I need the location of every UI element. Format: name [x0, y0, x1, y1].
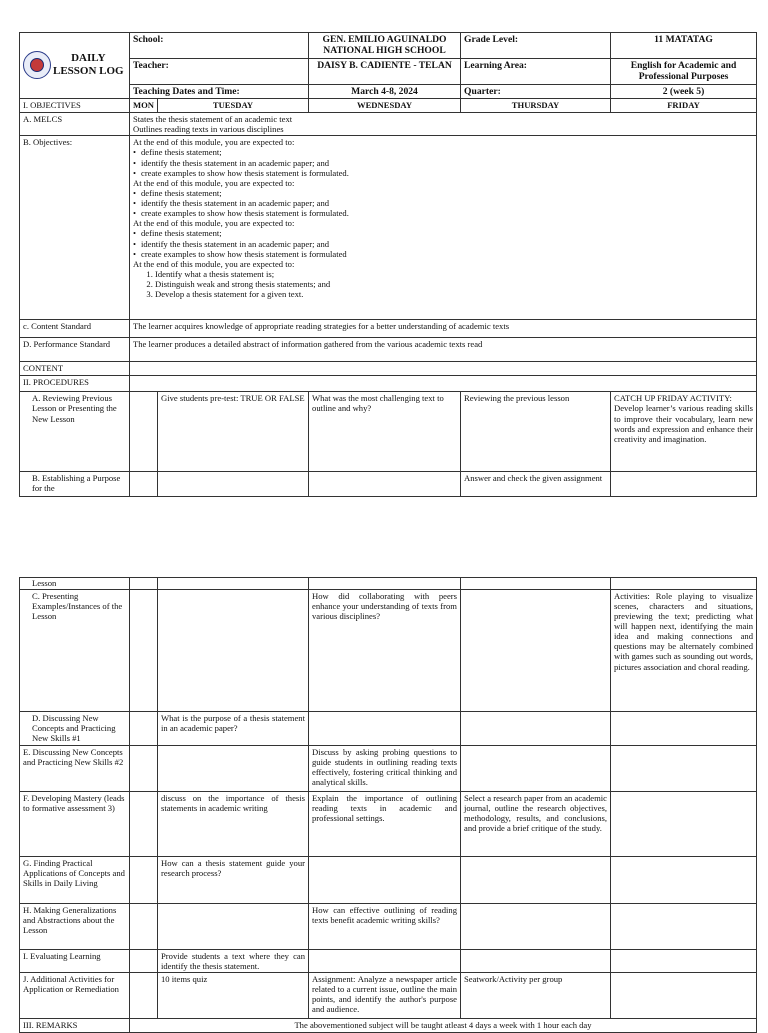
objective-bullet: • create examples to show how thesis statement is formulated. [141, 168, 753, 178]
proc-c-label: C. Presenting Examples/Instances of the Lesson [20, 589, 130, 711]
empty-cell [158, 903, 309, 949]
proc-a-label: A. Reviewing Previous Lesson or Presenting the New Lesson [20, 392, 130, 472]
proc-b-label: B. Establishing a Purpose for the [20, 472, 130, 497]
proc-a-tue: Give students pre-test: TRUE OR FALSE [158, 392, 309, 472]
empty-cell [130, 972, 158, 1018]
grade-label: Grade Level: [461, 33, 611, 59]
empty-cell [611, 578, 757, 590]
empty-cell [611, 903, 757, 949]
proc-h-label: H. Making Generalizations and Abstractions about the Lesson [20, 903, 130, 949]
procedures-label: II. PROCEDURES [20, 376, 130, 392]
empty-cell [130, 856, 158, 903]
content-row-label: CONTENT [20, 362, 130, 376]
proc-b-thu: Answer and check the given assignment [461, 472, 611, 497]
proc-a-fri [611, 392, 757, 472]
day-wed: WEDNESDAY [309, 98, 461, 112]
proc-j-wed: Assignment: Analyze a newspaper article related to a current issue, outline the main points, and identify the author's purpose and audience. [309, 972, 461, 1018]
empty-cell [130, 578, 158, 590]
proc-b-fri [611, 472, 757, 497]
section-objectives: I. OBJECTIVES [20, 98, 130, 112]
teacher-value: DAISY B. CADIENTE - TELAN [309, 59, 461, 85]
day-tue: TUESDAY [158, 98, 309, 112]
empty-cell [611, 856, 757, 903]
dates-label: Teaching Dates and Time: [130, 84, 309, 98]
lesson-log-table-page2 [19, 577, 757, 1033]
catch-up-title: CATCH UP FRIDAY ACTIVITY: [614, 393, 732, 404]
day-fri: FRIDAY [611, 98, 757, 112]
empty-cell [309, 578, 461, 590]
proc-e-label: E. Discussing New Concepts and Practicing New Skills #2 [20, 745, 130, 791]
proc-j-thu: Seatwork/Activity per group [461, 972, 611, 1018]
objective-intro: At the end of this module, you are expected to: [133, 177, 295, 188]
quarter-value: 2 (week 5) [611, 84, 757, 98]
proc-h-wed: How can effective outlining of reading texts benefit academic writing skills? [309, 903, 461, 949]
proc-i-label: I. Evaluating Learning [20, 949, 130, 972]
empty-cell [611, 949, 757, 972]
objective-intro: At the end of this module, you are expected to: [133, 218, 295, 229]
remarks-text: The abovementioned subject will be taught atleast 4 days a week with 1 hour each day [130, 1018, 757, 1032]
header-logo-cell [20, 33, 130, 99]
empty-cell [130, 711, 158, 745]
empty-cell [130, 903, 158, 949]
empty-cell [309, 711, 461, 745]
proc-e-wed: Discuss by asking probing questions to guide students in outlining reading texts effectively, fostering critical thinking and analytical skills. [309, 745, 461, 791]
empty-cell [461, 745, 611, 791]
melcs-text [130, 112, 757, 135]
empty-cell [158, 745, 309, 791]
melcs-label: A. MELCS [20, 112, 130, 135]
objective-bullet: • identify the thesis statement in an academic paper; and [141, 158, 753, 168]
performance-standard-text: The learner produces a detailed abstract of information gathered from the various academic texts read [130, 338, 757, 362]
proc-b-mon [130, 472, 158, 497]
title-line2: LESSON LOG [53, 65, 124, 78]
proc-g-label: G. Finding Practical Applications of Concepts and Skills in Daily Living [20, 856, 130, 903]
empty-cell [461, 578, 611, 590]
empty-cell [130, 589, 158, 711]
proc-b-continued: Lesson [20, 578, 130, 590]
proc-c-wed: How did collaborating with peers enhance your understanding of texts from various disciplines? [309, 589, 461, 711]
proc-b-wed [309, 472, 461, 497]
school-value: GEN. EMILIO AGUINALDO NATIONAL HIGH SCHOOL [309, 33, 461, 59]
day-mon: MON [130, 98, 158, 112]
performance-standard-label: D. Performance Standard [20, 338, 130, 362]
objective-numbered: 3. Develop a thesis statement for a given text. [155, 289, 753, 299]
proc-d-tue: What is the purpose of a thesis statement in an academic paper? [158, 711, 309, 745]
proc-f-wed: Explain the importance of outlining reading texts in academic and professional settings. [309, 791, 461, 856]
objective-intro: At the end of this module, you are expected to: [133, 258, 295, 269]
empty-cell [130, 745, 158, 791]
proc-b-tue [158, 472, 309, 497]
objective-intro: At the end of this module, you are expected to: [133, 137, 295, 148]
empty-cell [611, 972, 757, 1018]
proc-j-label: J. Additional Activities for Application or Remediation [20, 972, 130, 1018]
area-label: Learning Area: [461, 59, 611, 85]
objectives-text [130, 136, 757, 320]
objective-bullet: • define thesis statement; [141, 147, 753, 157]
proc-j-tue: 10 items quiz [158, 972, 309, 1018]
empty-cell [611, 711, 757, 745]
area-value: English for Academic and Professional Purposes [611, 59, 757, 85]
objective-bullet: • define thesis statement; [141, 228, 753, 238]
quarter-label: Quarter: [461, 84, 611, 98]
procedures-row-value [130, 376, 757, 392]
objective-bullet: • create examples to show how thesis statement is formulated. [141, 208, 753, 218]
objective-bullet: • identify the thesis statement in an academic paper; and [141, 198, 753, 208]
objective-bullet: • identify the thesis statement in an academic paper; and [141, 239, 753, 249]
content-standard-label: c. Content Standard [20, 320, 130, 338]
proc-g-tue: How can a thesis statement guide your research process? [158, 856, 309, 903]
teacher-label: Teacher: [130, 59, 309, 85]
empty-cell [130, 791, 158, 856]
title-line1: DAILY [71, 52, 106, 65]
proc-c-fri: Activities: Role playing to visualize scenes, characters and situations, previewing the text; predicting what will happen next, identifying the main idea and making connections and questions may be alternately combined with games such as sounding out words, pictures association and choral reading. [611, 589, 757, 711]
content-standard-text: The learner acquires knowledge of appropriate reading strategies for a better understanding of academic texts [130, 320, 757, 338]
grade-value: 11 MATATAG [611, 33, 757, 59]
proc-f-label: F. Developing Mastery (leads to formative assessment 3) [20, 791, 130, 856]
deped-seal-icon [23, 51, 51, 79]
empty-cell [309, 856, 461, 903]
dates-value: March 4-8, 2024 [309, 84, 461, 98]
proc-i-tue: Provide students a text where they can identify the thesis statement. [158, 949, 309, 972]
proc-a-wed: What was the most challenging text to outline and why? [309, 392, 461, 472]
empty-cell [309, 949, 461, 972]
empty-cell [611, 745, 757, 791]
proc-f-thu: Select a research paper from an academic journal, outline the research objectives, methodology, results, and conclusions, and provide a brief critique of the study. [461, 791, 611, 856]
objective-numbered: 2. Distinguish weak and strong thesis statements; and [155, 279, 753, 289]
proc-d-label: D. Discussing New Concepts and Practicing New Skills #1 [20, 711, 130, 745]
content-row-value [130, 362, 757, 376]
melcs-item: Outlines reading texts in various disciplines [133, 124, 284, 135]
objective-bullet: • create examples to show how thesis statement is formulated [141, 249, 753, 259]
remarks-label: III. REMARKS [20, 1018, 130, 1032]
proc-f-tue: discuss on the importance of thesis statements in academic writing [158, 791, 309, 856]
catch-up-text: Develop learner’s various reading skills to improve their vocabulary, learn new words and expression and enhance their creativity and imagination. [614, 403, 754, 444]
day-thu: THURSDAY [461, 98, 611, 112]
melcs-item: States the thesis statement of an academic text [133, 113, 293, 124]
proc-a-thu: Reviewing the previous lesson [461, 392, 611, 472]
empty-cell [461, 856, 611, 903]
school-label: School: [130, 33, 309, 59]
empty-cell [461, 949, 611, 972]
objective-numbered: 1. Identify what a thesis statement is; [155, 269, 753, 279]
empty-cell [611, 791, 757, 856]
empty-cell [130, 949, 158, 972]
objectives-label: B. Objectives: [20, 136, 130, 320]
empty-cell [461, 903, 611, 949]
empty-cell [158, 578, 309, 590]
empty-cell [461, 589, 611, 711]
empty-cell [461, 711, 611, 745]
empty-cell [158, 589, 309, 711]
lesson-log-table-page1 [19, 32, 757, 497]
proc-a-mon [130, 392, 158, 472]
objective-bullet: • define thesis statement; [141, 188, 753, 198]
